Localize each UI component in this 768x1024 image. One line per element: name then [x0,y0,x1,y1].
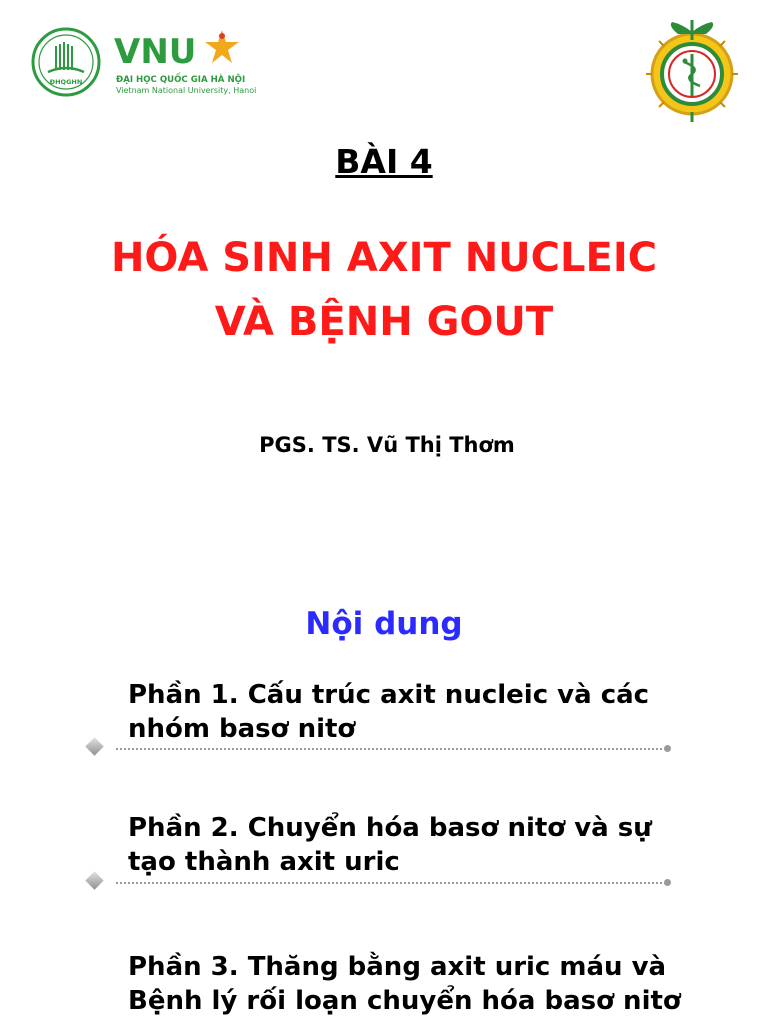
part-3-line-1: Phần 3. Thăng bằng axit uric máu và [128,952,667,982]
brand-vnu: VNU [114,32,197,72]
slide-title [0,226,768,354]
university-name-vi: ĐẠI HỌC QUỐC GIA HÀ NỘI [116,75,246,85]
line-end-dot [664,745,671,752]
part-1-line-2: nhóm basơ nitơ [128,714,356,744]
separator [86,738,674,760]
seal-text: ĐHQGHN [49,78,83,86]
university-name-en: Vietnam National University, Hanoi [116,86,257,95]
star-icon [202,28,242,72]
part-3-line-2: Bệnh lý rối loạn chuyển hóa basơ nitơ [128,986,681,1016]
part-2 [128,811,708,879]
line-end-dot [664,879,671,886]
separator [86,872,674,894]
title-line-2: VÀ BỆNH GOUT [214,299,554,345]
part-3 [128,950,708,1018]
part-1-line-1: Phần 1. Cấu trúc axit nucleic và các [128,680,650,710]
dotted-line [116,882,666,884]
medical-caduceus-emblem-icon [644,18,740,122]
dotted-line [116,748,666,750]
contents-heading: Nội dung [305,606,463,642]
diamond-bullet-icon [85,737,103,755]
part-2-line-1: Phần 2. Chuyển hóa basơ nitơ và sự [128,813,652,843]
part-2-line-2: tạo thành axit uric [128,847,400,877]
author: PGS. TS. Vũ Thị Thơm [259,433,515,457]
diamond-bullet-icon [85,871,103,889]
part-1 [128,678,708,746]
title-line-1: HÓA SINH AXIT NUCLEIC [110,235,658,281]
lesson-number: BÀI 4 [335,142,433,181]
dhqghn-seal-icon [30,26,102,98]
